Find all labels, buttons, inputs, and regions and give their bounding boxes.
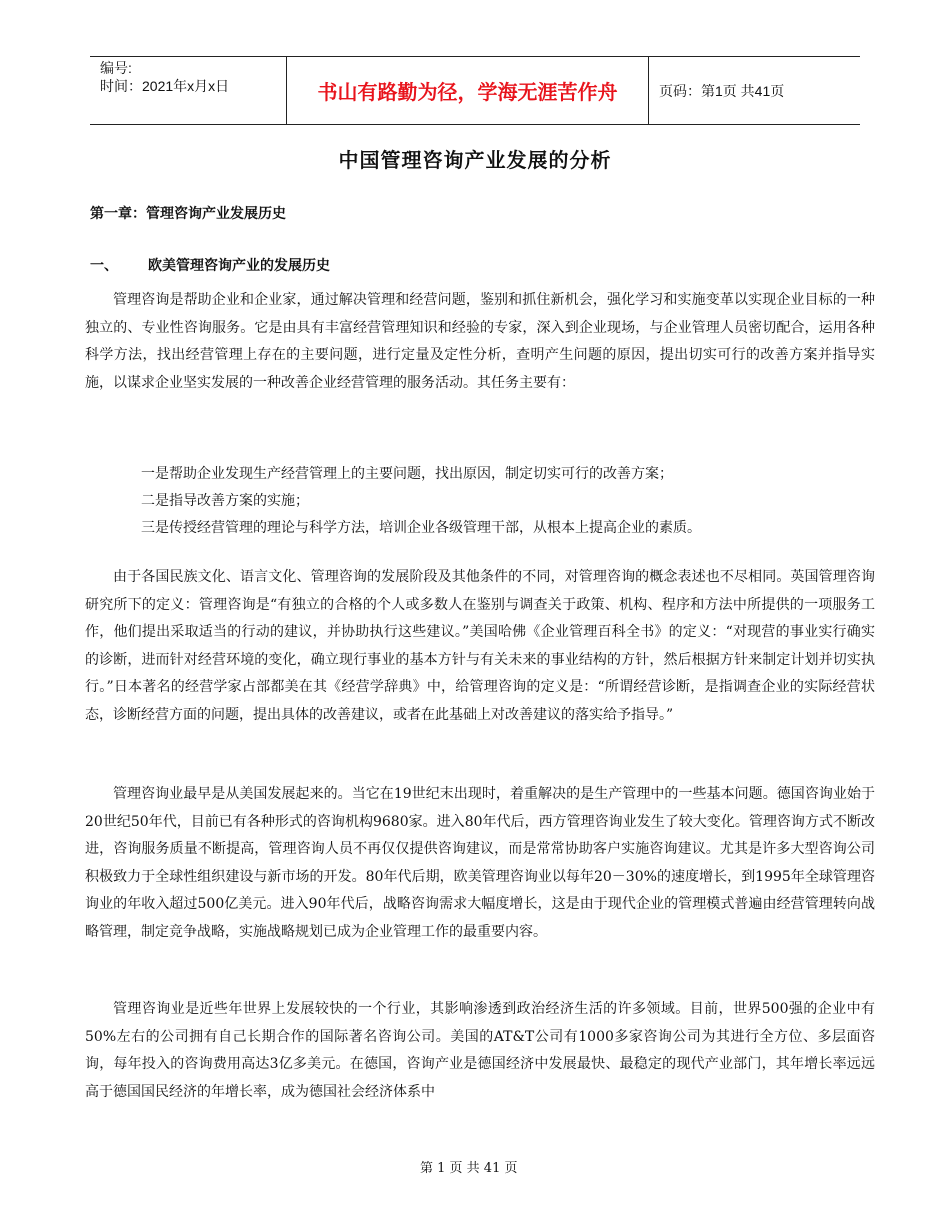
motto: 书山有路勤为径，学海无涯苦作舟 — [286, 57, 649, 124]
header-table — [90, 56, 860, 125]
section-heading — [90, 255, 330, 275]
paragraph-4: 管理咨询业是近些年世界上发展较快的一个行业，其影响渗透到政治经济生活的许多领域。目前，世界500强的企业中有50%左右的公司拥有自己长期合作的国际著名咨询公司。美国的AT&T公司有1000多家咨询公司为其进行全方位、多层面咨询，每年投入的咨询费用高达3亿多美元。在德国，咨询产业是德国经济中发展最快、最稳定的现代产业部门，其年增长率远远高于德国国民经济的年增长率，成为德国社会经济体系中 — [85, 1001, 875, 1100]
paragraph-2: 由于各国民族文化、语言文化、管理咨询的发展阶段及其他条件的不同，对管理咨询的概念表述也不尽相同。英国管理咨询研究所下的定义：管理咨询是“有独立的合格的个人或多数人在鉴别与调查关于政策、机构、程序和方法中所提供的一项服务工作，他们提出采取适当的行动的建议，并协助执行这些建议。”美国哈佛《企业管理百科全书》的定义：“对现营的事业实行确实的诊断，进而针对经营环境的变化，确立现行事业的基本方针与有关未来的事业结构的方针，然后根据方针来制定计划并切实执行。”日本著名的经营学家占部都美在其《经营学辞典》中，给管理咨询的定义是：“所谓经营诊断，是指调查企业的实际经营状态，诊断经营方面的问题，提出具体的改善建议，或者在此基础上对改善建议的落实给予指导。” — [85, 569, 875, 723]
task-item-1: 一是帮助企业发现生产经营管理上的主要问题，找出原因，制定切实可行的改善方案； — [141, 466, 673, 482]
page-footer: 第 1 页 共 41 页 — [420, 1161, 518, 1176]
section-number: 一、 — [90, 258, 118, 274]
chapter-heading: 第一章：管理咨询产业发展历史 — [90, 206, 286, 222]
task-item-3: 三是传授经营管理的理论与科学方法，培训企业各级管理干部，从根本上提高企业的素质。 — [141, 520, 701, 536]
section-title: 欧美管理咨询产业的发展历史 — [148, 258, 330, 274]
paragraph-3: 管理咨询业最早是从美国发展起来的。当它在19世纪末出现时，着重解决的是生产管理中的一些基本问题。德国咨询业始于20世纪50年代，目前已有各种形式的咨询机构9680家。进入80年代后，西方管理咨询业发生了较大变化。管理咨询方式不断改进，咨询服务质量不断提高，管理咨询人员不再仅仅提供咨询建议，而是常常协助客户实施咨询建议。尤其是许多大型咨询公司积极致力于全球性组织建设与新市场的开发。80年代后期，欧美管理咨询业以每年20－30%的速度增长，到1995年全球管理咨询业的年收入超过500亿美元。进入90年代后，战略咨询需求大幅度增长，这是由于现代企业的管理模式普遍由经营管理转向战略管理，制定竞争战略，实施战略规划已成为企业管理工作的最重要内容。 — [85, 786, 875, 940]
paragraph-1: 管理咨询是帮助企业和企业家，通过解决管理和经营问题，鉴别和抓住新机会，强化学习和实施变革以实现企业目标的一种独立的、专业性咨询服务。它是由具有丰富经营管理知识和经验的专家，深入到企业现场，与企业管理人员密切配合，运用各种科学方法，找出经营管理上存在的主要问题，进行定量及定性分析，查明产生问题的原因，提出切实可行的改善方案并指导实施，以谋求企业坚实发展的一种改善企业经营管理的服务活动。其任务主要有： — [85, 292, 875, 391]
number-label: 编号: — [100, 60, 132, 76]
header-meta — [90, 57, 286, 124]
time-label: 时间：2021年x月x日 — [100, 78, 230, 94]
document-title: 中国管理咨询产业发展的分析 — [338, 148, 612, 172]
task-item-2: 二是指导改善方案的实施； — [141, 493, 309, 509]
page-info: 页码：第1页 共41页 — [659, 82, 785, 99]
